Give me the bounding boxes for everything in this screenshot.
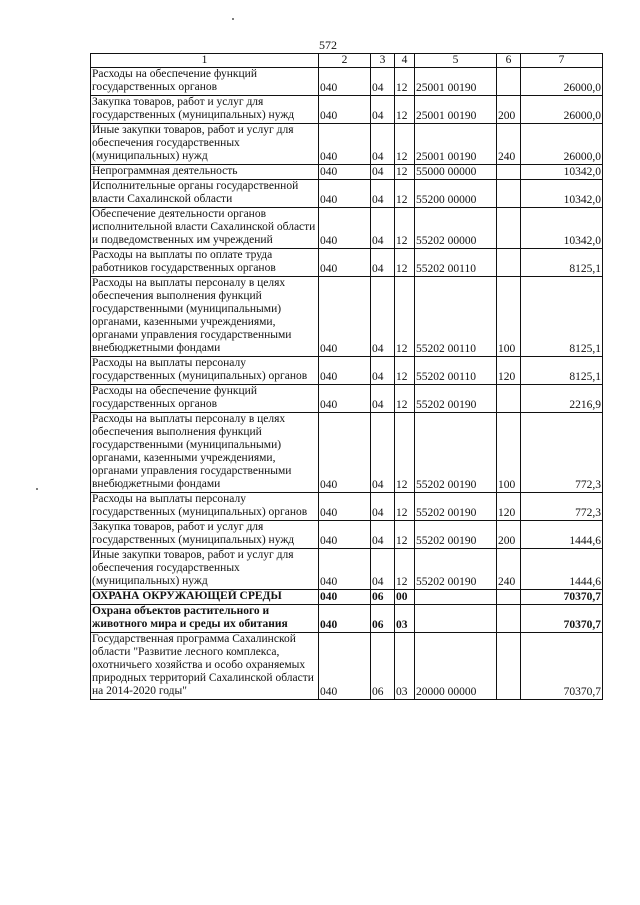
row-col5: 55202 00110 [415,277,497,357]
row-col5: 55202 00190 [415,413,497,493]
row-description: Обеспечение деятельности органов исполнительной власти Сахалинской области и подведомственных им учреждений [91,208,319,249]
row-amount: 26000,0 [521,124,603,165]
row-amount: 26000,0 [521,96,603,124]
row-col6: 100 [497,277,521,357]
row-col3: 04 [371,68,395,96]
row-col6: 100 [497,413,521,493]
table-row [91,493,603,521]
row-amount: 10342,0 [521,208,603,249]
table-row [91,357,603,385]
row-col4: 12 [395,180,415,208]
row-col4: 12 [395,124,415,165]
row-col4: 12 [395,68,415,96]
row-col3: 04 [371,493,395,521]
row-amount: 1444,6 [521,549,603,590]
row-col6: 240 [497,124,521,165]
row-col5: 25001 00190 [415,68,497,96]
row-col4: 12 [395,277,415,357]
row-description: Расходы на выплаты персоналу в целях обеспечения выполнения функций государственными (муниципальными) органами, казенными учреждениями, органами управления государственными внебюджетными фондами [91,277,319,357]
row-col4: 12 [395,549,415,590]
row-col2: 040 [319,165,371,180]
table-body [91,68,603,700]
row-col2: 040 [319,180,371,208]
table-row [91,385,603,413]
row-amount: 8125,1 [521,249,603,277]
row-description: Закупка товаров, работ и услуг для государственных (муниципальных) нужд [91,521,319,549]
row-col3: 04 [371,180,395,208]
row-col4: 03 [395,605,415,633]
row-col6: 200 [497,521,521,549]
row-description: Охрана объектов растительного и животного мира и среды их обитания [91,605,319,633]
row-col2: 040 [319,633,371,700]
row-col3: 04 [371,96,395,124]
table-row [91,165,603,180]
row-col2: 040 [319,96,371,124]
row-col3: 04 [371,165,395,180]
row-col4: 00 [395,590,415,605]
row-col5: 55202 00190 [415,385,497,413]
row-col6 [497,165,521,180]
table-row [91,633,603,700]
row-col5 [415,605,497,633]
row-amount: 10342,0 [521,180,603,208]
row-col2: 040 [319,493,371,521]
row-description: Расходы на выплаты по оплате труда работников государственных органов [91,249,319,277]
row-col3: 04 [371,549,395,590]
row-col4: 12 [395,249,415,277]
row-col5: 55202 00000 [415,208,497,249]
row-col2: 040 [319,605,371,633]
header-cell: 6 [497,54,521,68]
row-amount: 70370,7 [521,605,603,633]
row-col5 [415,590,497,605]
row-description: Расходы на выплаты персоналу государственных (муниципальных) органов [91,493,319,521]
row-col5: 55202 00190 [415,549,497,590]
row-amount: 772,3 [521,493,603,521]
row-col2: 040 [319,590,371,605]
row-col5: 55202 00110 [415,357,497,385]
row-amount: 2216,9 [521,385,603,413]
header-cell: 2 [319,54,371,68]
row-col6 [497,249,521,277]
row-col2: 040 [319,249,371,277]
row-col2: 040 [319,277,371,357]
row-col2: 040 [319,68,371,96]
row-col2: 040 [319,413,371,493]
header-cell: 1 [91,54,319,68]
table-row [91,549,603,590]
row-col3: 04 [371,277,395,357]
table-row [91,96,603,124]
row-description: Иные закупки товаров, работ и услуг для обеспечения государственных (муниципальных) нужд [91,549,319,590]
row-col3: 04 [371,124,395,165]
row-col3: 04 [371,249,395,277]
row-col5: 55000 00000 [415,165,497,180]
row-description: Расходы на выплаты персоналу государственных (муниципальных) органов [91,357,319,385]
row-col6: 120 [497,357,521,385]
row-col6 [497,633,521,700]
row-col6 [497,68,521,96]
row-col6: 240 [497,549,521,590]
table-row [91,413,603,493]
row-col3: 04 [371,208,395,249]
row-col4: 12 [395,413,415,493]
row-description: ОХРАНА ОКРУЖАЮЩЕЙ СРЕДЫ [91,590,319,605]
row-col5: 25001 00190 [415,124,497,165]
row-col2: 040 [319,549,371,590]
header-cell: 4 [395,54,415,68]
row-col3: 04 [371,357,395,385]
table-row [91,180,603,208]
row-col2: 040 [319,124,371,165]
scan-speck [232,18,234,20]
row-col5: 55202 00110 [415,249,497,277]
row-col2: 040 [319,208,371,249]
row-amount: 1444,6 [521,521,603,549]
row-description: Непрограммная деятельность [91,165,319,180]
row-col2: 040 [319,357,371,385]
row-col6 [497,180,521,208]
row-col3: 04 [371,413,395,493]
row-col3: 06 [371,633,395,700]
table-row [91,124,603,165]
row-col6 [497,208,521,249]
row-col6: 200 [497,96,521,124]
row-col2: 040 [319,385,371,413]
row-col4: 03 [395,633,415,700]
row-col3: 04 [371,385,395,413]
table-row [91,605,603,633]
row-amount: 772,3 [521,413,603,493]
row-col5: 55202 00190 [415,493,497,521]
row-col2: 040 [319,521,371,549]
header-cell: 3 [371,54,395,68]
row-description: Закупка товаров, работ и услуг для государственных (муниципальных) нужд [91,96,319,124]
row-description: Расходы на обеспечение функций государственных органов [91,68,319,96]
row-amount: 8125,1 [521,357,603,385]
row-col4: 12 [395,357,415,385]
row-description: Иные закупки товаров, работ и услуг для обеспечения государственных (муниципальных) нужд [91,124,319,165]
row-amount: 70370,7 [521,633,603,700]
table-row [91,590,603,605]
table-row [91,277,603,357]
row-col4: 12 [395,521,415,549]
row-description: Государственная программа Сахалинской области "Развитие лесного комплекса, охотничьего хозяйства и особо охраняемых природных территорий Сахалинской области на 2014-2020 годы" [91,633,319,700]
row-col4: 12 [395,165,415,180]
row-description: Исполнительные органы государственной власти Сахалинской области [91,180,319,208]
row-col6 [497,385,521,413]
row-col3: 06 [371,590,395,605]
row-col4: 12 [395,493,415,521]
row-col4: 12 [395,96,415,124]
row-col5: 55202 00190 [415,521,497,549]
row-col6 [497,605,521,633]
row-amount: 8125,1 [521,277,603,357]
row-col6 [497,590,521,605]
row-col5: 25001 00190 [415,96,497,124]
header-cell: 5 [415,54,497,68]
page-number: 572 [319,38,337,52]
header-row [91,54,603,68]
row-col4: 12 [395,208,415,249]
row-col6: 120 [497,493,521,521]
row-description: Расходы на обеспечение функций государственных органов [91,385,319,413]
row-col3: 06 [371,605,395,633]
table-row [91,208,603,249]
scan-speck [36,488,38,490]
row-col3: 04 [371,521,395,549]
table-row [91,521,603,549]
table-row [91,249,603,277]
row-col5: 20000 00000 [415,633,497,700]
row-description: Расходы на выплаты персоналу в целях обеспечения выполнения функций государственными (муниципальными) органами, казенными учреждениями, органами управления государственными внебюджетными фондами [91,413,319,493]
table-row [91,68,603,96]
row-col4: 12 [395,385,415,413]
row-amount: 70370,7 [521,590,603,605]
budget-table [90,53,603,700]
row-amount: 26000,0 [521,68,603,96]
row-amount: 10342,0 [521,165,603,180]
row-col5: 55200 00000 [415,180,497,208]
header-cell: 7 [521,54,603,68]
